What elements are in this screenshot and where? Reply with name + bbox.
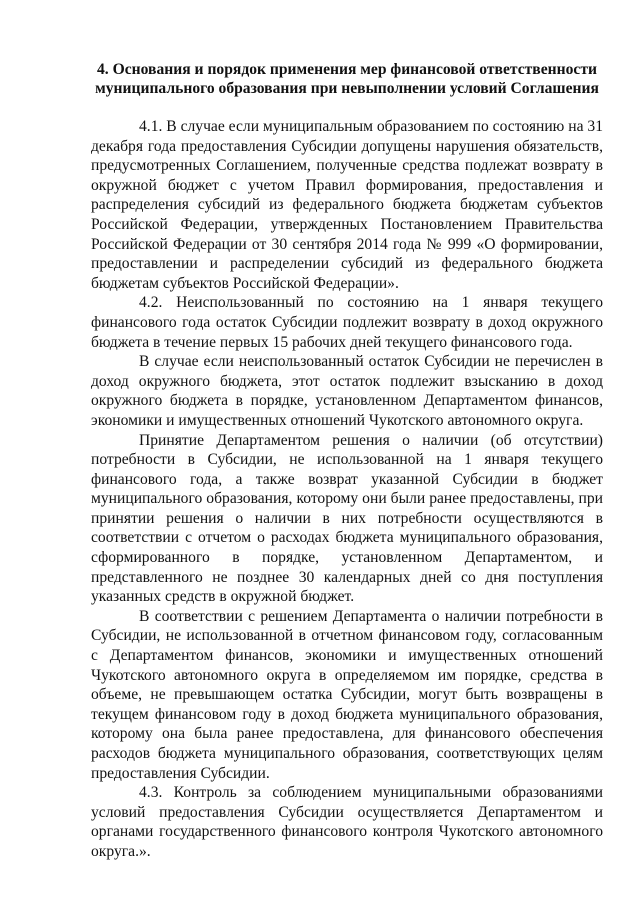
paragraph-4-3: 4.3. Контроль за соблюдением муниципальными образованиями условий предоставления Субсидии осуществляется Департаментом и органами государственного финансового контроля Чукотского автономного округа.». xyxy=(91,784,603,860)
document-page xyxy=(91,60,603,862)
paragraph-recovery: В случае если неиспользованный остаток Субсидии не перечислен в доход окружного бюджета, этот остаток подлежит взысканию в доход окружного бюджета в порядке, установленном Департаментом финансов, экономики и имущественных отношений Чукотского автономного округа. xyxy=(91,353,603,429)
paragraph-decision: Принятие Департаментом решения о наличии (об отсутствии) потребности в Субсидии, не использованной на 1 января текущего финансового года, а также возврат указанной Субсидии в бюджет муниципального образования, которому они были ранее предоставлены, при принятии решения о наличии в них потребности осуществляются в соответствии с отчетом о расходах бюджета муниципального образования, сформированного в порядке, установленном Департаментом, и представленного не позднее 30 календарных дней со дня поступления указанных средств в окружной бюджет. xyxy=(91,431,603,606)
paragraph-return: В соответствии с решением Департамента о наличии потребности в Субсидии, не использованной в отчетном финансовом году, согласованным с Департаментом финансов, экономики и имущественных отношений Чукотского автономного округа в определяемом им порядке, средства в объеме, не превышающем остатка Субсидии, могут быть возвращены в текущем финансовом году в доход бюджета муниципального образования, которому она была ранее предоставлена, для финансового обеспечения расходов бюджета муниципального образования, соответствующих целям предоставления Субсидии. xyxy=(91,607,603,782)
section-heading-line-2: муниципального образования при невыполнении условий Соглашения xyxy=(95,80,599,97)
paragraph-4-1: 4.1. В случае если муниципальным образованием по состоянию на 31 декабря года предоставления Субсидии допущены нарушения обязательств, предусмотренных Соглашением, полученные средства подлежат возврату в окружной бюджет с учетом Правил формирования, предоставления и распределения субсидий из федерального бюджета бюджетам субъектов Российской Федерации, утвержденных Постановлением Правительства Российской Федерации от 30 сентября 2014 года № 999 «О формировании, предоставлении и распределении субсидий из федерального бюджета бюджетам субъектов Российской Федерации». xyxy=(91,118,603,292)
paragraph-4-2: 4.2. Неиспользованный по состоянию на 1 января текущего финансового года остаток Субсидии подлежит возврату в доход окружного бюджета в течение первых 15 рабочих дней текущего финансового года. xyxy=(91,294,603,351)
section-heading xyxy=(91,60,603,98)
section-heading-line-1: 4. Основания и порядок применения мер финансовой ответственности xyxy=(97,61,597,78)
